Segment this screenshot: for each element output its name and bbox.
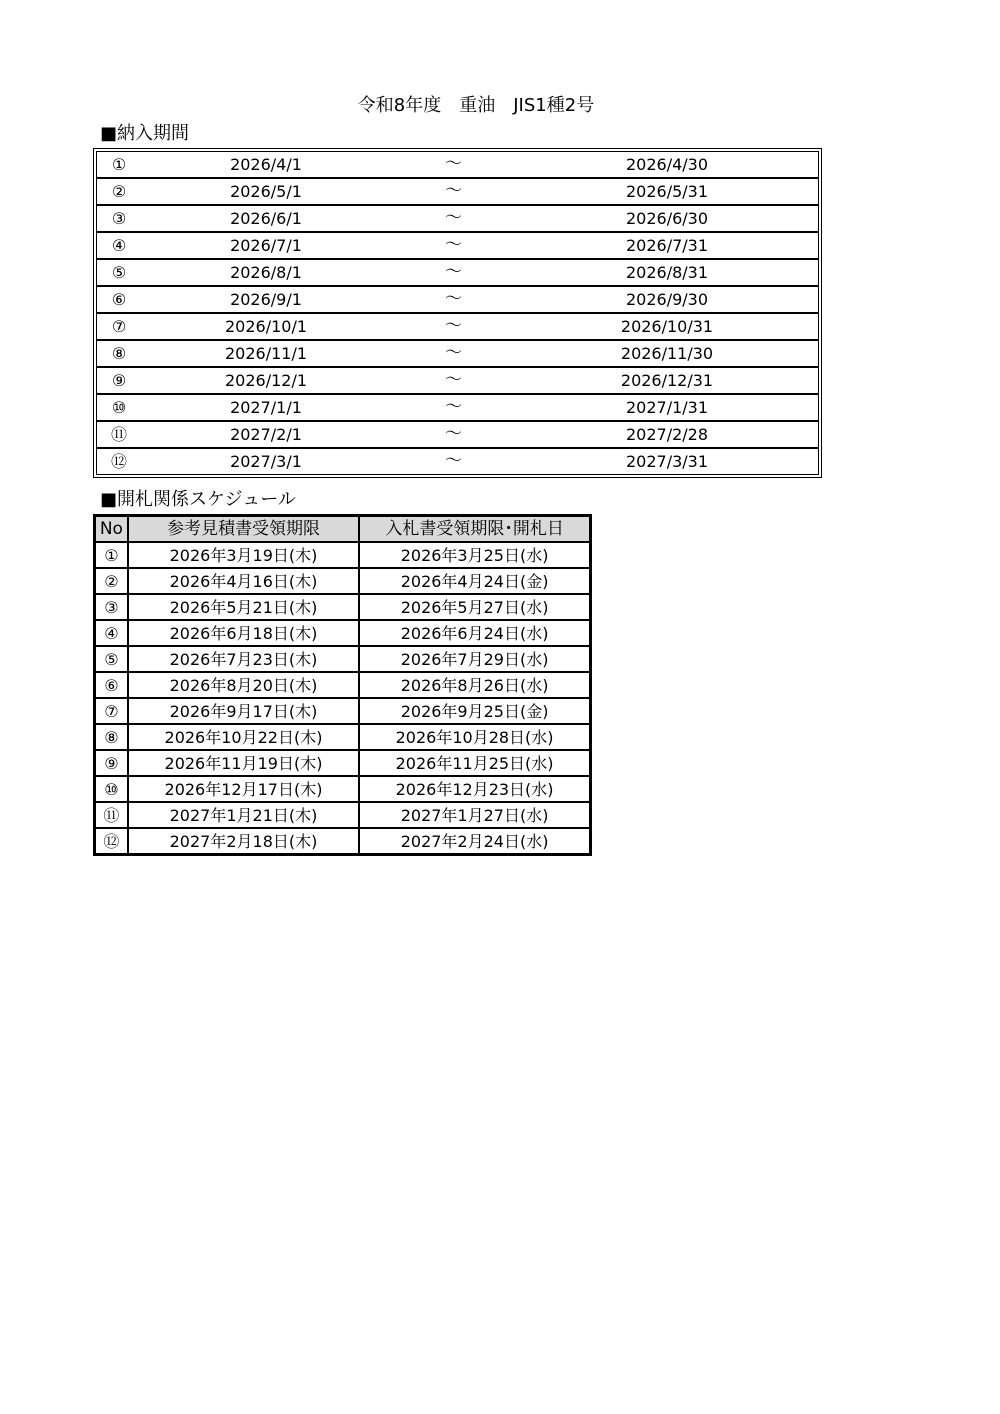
delivery-period-table [93,148,822,478]
table-row [97,259,818,286]
schedule-number: ⑦ [95,698,128,724]
period-tilde: ～ [391,421,516,448]
bid-deadline: 2026年5月27日(水) [359,594,590,620]
period-number: ⑥ [97,286,141,313]
period-tilde: ～ [391,394,516,421]
schedule-number: ③ [95,594,128,620]
estimate-deadline: 2026年5月21日(木) [128,594,359,620]
bid-deadline: 2027年1月27日(水) [359,802,590,828]
period-number: ① [97,152,141,178]
period-start: 2026/8/1 [141,259,391,286]
period-start: 2027/1/1 [141,394,391,421]
period-number: ⑪ [97,421,141,448]
bid-deadline: 2026年3月25日(水) [359,542,590,568]
period-end: 2027/1/31 [516,394,818,421]
table-row [95,594,591,620]
table-row [95,750,591,776]
table-row [95,672,591,698]
schedule-number: ⑤ [95,646,128,672]
schedule-number: ⑩ [95,776,128,802]
period-start: 2026/12/1 [141,367,391,394]
period-tilde: ～ [391,313,516,340]
table-row [95,698,591,724]
period-tilde: ～ [391,367,516,394]
column-header-estimate-deadline: 参考見積書受領期限 [128,516,359,543]
table-row [97,313,818,340]
period-end: 2026/8/31 [516,259,818,286]
table-row [97,152,818,178]
table-row [95,724,591,750]
estimate-deadline: 2026年7月23日(木) [128,646,359,672]
period-number: ② [97,178,141,205]
schedule-number: ⑫ [95,828,128,855]
period-tilde: ～ [391,152,516,178]
bid-deadline: 2026年7月29日(水) [359,646,590,672]
estimate-deadline: 2026年11月19日(木) [128,750,359,776]
table-row [97,394,818,421]
period-end: 2026/9/30 [516,286,818,313]
period-end: 2027/3/31 [625,452,709,471]
period-start: 2026/6/1 [141,205,391,232]
bid-deadline: 2026年8月26日(水) [359,672,590,698]
period-start: 2027/2/1 [141,421,391,448]
table-header-row [95,516,591,543]
table-row [97,286,818,313]
bid-deadline: 2026年11月25日(水) [359,750,590,776]
period-tilde: ～ [391,232,516,259]
period-end: 2026/11/30 [516,340,818,367]
bid-deadline: 2026年9月25日(金) [359,698,590,724]
schedule-number: ① [95,542,128,568]
table-row [97,205,818,232]
period-start: 2026/4/1 [141,152,391,178]
schedule-number: ⑧ [95,724,128,750]
bid-deadline: 2026年12月23日(水) [359,776,590,802]
period-tilde: ～ [391,205,516,232]
schedule-number: ⑥ [95,672,128,698]
period-tilde: ～ [391,178,516,205]
table-row [95,776,591,802]
estimate-deadline: 2026年9月17日(木) [128,698,359,724]
estimate-deadline: 2026年8月20日(木) [128,672,359,698]
table-row [97,232,818,259]
schedule-heading: ■開札関係スケジュール [100,489,296,510]
bid-deadline: 2027年2月24日(水) [359,828,590,855]
table-row [95,542,591,568]
table-row [97,448,818,474]
period-tilde: ～ [391,340,516,367]
period-end: 2027/2/28 [516,421,818,448]
period-tilde: ～ [445,451,462,471]
estimate-deadline: 2026年3月19日(木) [128,542,359,568]
schedule-table [93,514,592,856]
table-row [97,340,818,367]
period-end: 2026/4/30 [516,152,818,178]
bid-deadline: 2026年6月24日(水) [359,620,590,646]
period-end: 2026/7/31 [516,232,818,259]
estimate-deadline: 2026年10月22日(木) [128,724,359,750]
period-end: 2026/6/30 [516,205,818,232]
period-end: 2026/12/31 [516,367,818,394]
period-number: ⑧ [97,340,141,367]
period-number: ⑤ [97,259,141,286]
schedule-number: ④ [95,620,128,646]
period-start: 2027/3/1 [230,452,302,471]
column-header-bid-deadline: 入札書受領期限･開札日 [359,516,590,543]
period-start: 2026/9/1 [141,286,391,313]
table-row [95,568,591,594]
period-start: 2026/5/1 [141,178,391,205]
period-tilde: ～ [391,286,516,313]
delivery-period-heading: ■納入期間 [100,123,190,144]
period-end: 2026/10/31 [516,313,818,340]
bid-deadline: 2026年10月28日(水) [359,724,590,750]
schedule-number: ② [95,568,128,594]
table-row [95,620,591,646]
period-tilde: ～ [391,259,516,286]
period-start: 2026/11/1 [141,340,391,367]
table-row [95,646,591,672]
period-number: ⑦ [97,313,141,340]
bid-deadline: 2026年4月24日(金) [359,568,590,594]
estimate-deadline: 2026年4月16日(木) [128,568,359,594]
period-number: ⑩ [97,394,141,421]
period-start: 2026/10/1 [141,313,391,340]
period-number: ⑫ [110,452,127,471]
table-row [97,178,818,205]
period-number: ⑨ [97,367,141,394]
table-row [97,421,818,448]
table-row [95,828,591,855]
table-row [95,802,591,828]
column-header-no: No [95,516,128,543]
estimate-deadline: 2026年12月17日(木) [128,776,359,802]
period-number: ③ [97,205,141,232]
estimate-deadline: 2027年1月21日(木) [128,802,359,828]
period-number: ④ [97,232,141,259]
schedule-number: ⑪ [95,802,128,828]
estimate-deadline: 2027年2月18日(木) [128,828,359,855]
document-title: 令和8年度 重油 JIS1種2号 [357,95,595,116]
schedule-number: ⑨ [95,750,128,776]
table-row [97,367,818,394]
period-end: 2026/5/31 [516,178,818,205]
estimate-deadline: 2026年6月18日(木) [128,620,359,646]
period-start: 2026/7/1 [141,232,391,259]
